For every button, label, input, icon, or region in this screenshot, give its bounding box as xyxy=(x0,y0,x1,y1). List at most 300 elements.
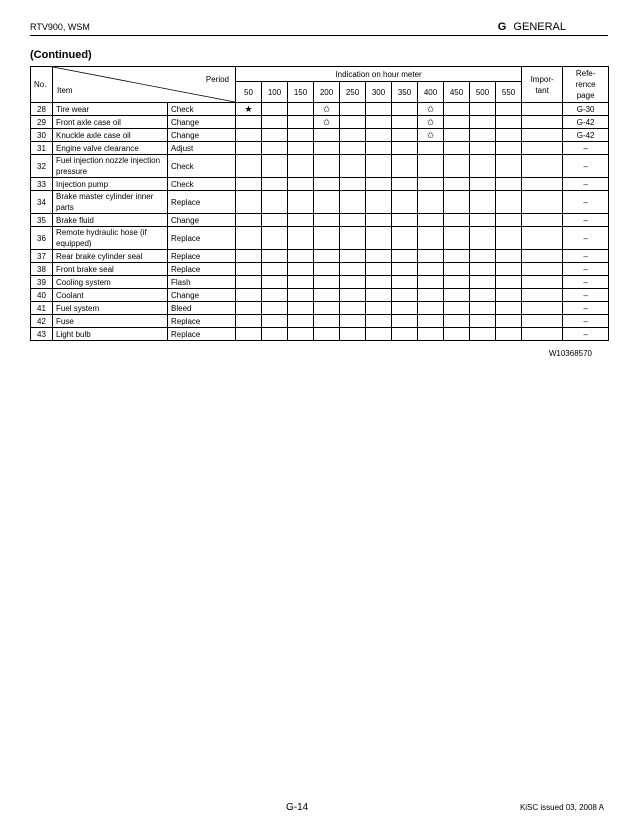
issue-info: KiSC issued 03, 2008 A xyxy=(519,803,604,812)
row-number: 34 xyxy=(31,191,53,214)
interval-cell xyxy=(262,302,288,315)
interval-cell xyxy=(366,191,392,214)
interval-cell xyxy=(418,302,444,315)
table-body xyxy=(31,103,609,341)
interval-cell xyxy=(340,250,366,263)
interval-cell xyxy=(288,191,314,214)
interval-cell xyxy=(236,276,262,289)
row-item: Fuse xyxy=(53,315,168,328)
interval-cell xyxy=(444,214,470,227)
interval-cell xyxy=(340,142,366,155)
interval-cell xyxy=(392,315,418,328)
interval-cell xyxy=(418,250,444,263)
interval-cell xyxy=(288,116,314,129)
interval-cell xyxy=(236,116,262,129)
interval-cell xyxy=(496,129,522,142)
interval-cell xyxy=(392,191,418,214)
row-period: Change xyxy=(168,214,236,227)
interval-cell xyxy=(496,289,522,302)
row-item: Knuckle axle case oil xyxy=(53,129,168,142)
interval-cell xyxy=(288,178,314,191)
table-row xyxy=(31,103,609,116)
interval-cell xyxy=(444,227,470,250)
interval-cell xyxy=(236,191,262,214)
interval-cell xyxy=(496,191,522,214)
interval-cell xyxy=(496,263,522,276)
row-number: 36 xyxy=(31,227,53,250)
interval-cell xyxy=(262,315,288,328)
interval-cell xyxy=(392,263,418,276)
interval-cell xyxy=(314,328,340,341)
manual-title: RTV900, WSM xyxy=(30,22,90,32)
column-header-reference: Refe- rence page xyxy=(563,67,609,103)
row-reference: – xyxy=(563,142,609,155)
interval-cell xyxy=(470,214,496,227)
row-important xyxy=(522,315,563,328)
page-number: G-14 xyxy=(286,802,309,813)
column-header-item-period xyxy=(53,67,236,103)
interval-cell xyxy=(366,315,392,328)
interval-cell xyxy=(366,276,392,289)
row-item: Fuel injection nozzle injection pressure xyxy=(53,155,168,178)
interval-cell xyxy=(236,129,262,142)
interval-cell xyxy=(288,328,314,341)
hour-header-450: 450 xyxy=(444,82,470,103)
interval-cell xyxy=(496,328,522,341)
column-header-indication: Indication on hour meter xyxy=(236,67,522,82)
row-reference: – xyxy=(563,276,609,289)
interval-cell xyxy=(444,276,470,289)
interval-cell xyxy=(340,227,366,250)
row-item: Tire wear xyxy=(53,103,168,116)
table-row xyxy=(31,214,609,227)
interval-cell xyxy=(236,289,262,302)
row-number: 29 xyxy=(31,116,53,129)
interval-cell xyxy=(496,276,522,289)
interval-cell xyxy=(236,214,262,227)
interval-cell xyxy=(444,155,470,178)
interval-cell xyxy=(470,250,496,263)
hour-header-250: 250 xyxy=(340,82,366,103)
column-header-item: Item xyxy=(57,86,73,95)
interval-cell xyxy=(340,155,366,178)
interval-cell xyxy=(366,214,392,227)
interval-cell xyxy=(470,289,496,302)
interval-cell xyxy=(496,227,522,250)
interval-cell xyxy=(262,263,288,276)
interval-cell xyxy=(366,116,392,129)
row-number: 38 xyxy=(31,263,53,276)
interval-cell xyxy=(444,191,470,214)
interval-cell xyxy=(366,129,392,142)
interval-cell xyxy=(496,315,522,328)
row-item: Coolant xyxy=(53,289,168,302)
row-item: Engine valve clearance xyxy=(53,142,168,155)
interval-cell xyxy=(314,178,340,191)
interval-cell xyxy=(340,214,366,227)
interval-cell xyxy=(470,276,496,289)
interval-cell xyxy=(444,315,470,328)
interval-cell xyxy=(444,250,470,263)
interval-cell xyxy=(418,191,444,214)
interval-cell xyxy=(262,191,288,214)
interval-cell xyxy=(262,155,288,178)
interval-cell xyxy=(418,328,444,341)
interval-cell xyxy=(340,103,366,116)
interval-cell xyxy=(314,289,340,302)
row-number: 43 xyxy=(31,328,53,341)
interval-cell xyxy=(496,142,522,155)
row-important xyxy=(522,155,563,178)
row-period: Replace xyxy=(168,315,236,328)
row-reference: G-42 xyxy=(563,129,609,142)
interval-cell xyxy=(262,289,288,302)
interval-cell xyxy=(288,250,314,263)
row-period: Change xyxy=(168,116,236,129)
row-period: Check xyxy=(168,155,236,178)
table-row xyxy=(31,328,609,341)
row-item: Remote hydraulic hose (if equipped) xyxy=(53,227,168,250)
row-period: Replace xyxy=(168,250,236,263)
interval-cell xyxy=(236,178,262,191)
section-name: GENERAL xyxy=(513,21,566,33)
row-item: Brake fluid xyxy=(53,214,168,227)
interval-cell xyxy=(236,250,262,263)
interval-cell xyxy=(470,263,496,276)
row-reference: – xyxy=(563,289,609,302)
interval-cell xyxy=(392,142,418,155)
interval-cell xyxy=(236,302,262,315)
interval-cell xyxy=(444,328,470,341)
row-number: 41 xyxy=(31,302,53,315)
row-reference: – xyxy=(563,227,609,250)
interval-cell xyxy=(470,302,496,315)
interval-cell xyxy=(392,178,418,191)
row-important xyxy=(522,191,563,214)
interval-mark: ★ xyxy=(236,103,262,116)
interval-cell xyxy=(392,129,418,142)
row-period: Bleed xyxy=(168,302,236,315)
row-reference: – xyxy=(563,178,609,191)
row-period: Flash xyxy=(168,276,236,289)
interval-cell xyxy=(418,142,444,155)
interval-cell xyxy=(366,178,392,191)
table-row xyxy=(31,178,609,191)
row-important xyxy=(522,302,563,315)
interval-cell xyxy=(262,129,288,142)
interval-cell xyxy=(314,263,340,276)
interval-cell xyxy=(392,302,418,315)
interval-cell xyxy=(470,328,496,341)
interval-cell xyxy=(444,289,470,302)
row-important xyxy=(522,116,563,129)
interval-cell xyxy=(288,227,314,250)
section-letter: G xyxy=(497,21,507,33)
row-reference: G-42 xyxy=(563,116,609,129)
interval-cell xyxy=(288,155,314,178)
interval-cell xyxy=(392,116,418,129)
interval-cell xyxy=(340,328,366,341)
interval-cell xyxy=(392,328,418,341)
row-important xyxy=(522,263,563,276)
interval-cell xyxy=(288,142,314,155)
interval-cell xyxy=(366,289,392,302)
row-reference: – xyxy=(563,328,609,341)
row-reference: – xyxy=(563,250,609,263)
interval-cell xyxy=(418,276,444,289)
interval-cell xyxy=(366,103,392,116)
row-number: 42 xyxy=(31,315,53,328)
interval-cell xyxy=(496,178,522,191)
row-reference: G-30 xyxy=(563,103,609,116)
table-row xyxy=(31,250,609,263)
interval-mark: ✩ xyxy=(418,103,444,116)
interval-cell xyxy=(340,116,366,129)
interval-cell xyxy=(262,250,288,263)
interval-cell xyxy=(366,250,392,263)
row-number: 40 xyxy=(31,289,53,302)
interval-cell xyxy=(444,129,470,142)
hour-header-300: 300 xyxy=(366,82,392,103)
interval-cell xyxy=(340,315,366,328)
interval-cell xyxy=(470,155,496,178)
interval-cell xyxy=(366,227,392,250)
row-item: Brake master cylinder inner parts xyxy=(53,191,168,214)
interval-cell xyxy=(340,302,366,315)
interval-cell xyxy=(288,315,314,328)
row-important xyxy=(522,250,563,263)
row-period: Change xyxy=(168,289,236,302)
interval-cell xyxy=(288,302,314,315)
interval-cell xyxy=(236,142,262,155)
interval-cell xyxy=(418,263,444,276)
row-period: Replace xyxy=(168,191,236,214)
hour-header-50: 50 xyxy=(236,82,262,103)
interval-cell xyxy=(392,214,418,227)
interval-cell xyxy=(314,155,340,178)
interval-cell xyxy=(288,129,314,142)
row-period: Replace xyxy=(168,263,236,276)
interval-cell xyxy=(470,116,496,129)
interval-cell xyxy=(340,129,366,142)
interval-cell xyxy=(314,227,340,250)
row-reference: – xyxy=(563,155,609,178)
interval-cell xyxy=(470,227,496,250)
interval-cell xyxy=(236,227,262,250)
interval-cell xyxy=(470,129,496,142)
maintenance-table xyxy=(30,66,609,341)
hour-header-150: 150 xyxy=(288,82,314,103)
row-important xyxy=(522,227,563,250)
interval-cell xyxy=(366,263,392,276)
table-row xyxy=(31,116,609,129)
interval-cell xyxy=(496,155,522,178)
interval-cell xyxy=(392,289,418,302)
row-item: Injection pump xyxy=(53,178,168,191)
row-important xyxy=(522,142,563,155)
row-important xyxy=(522,129,563,142)
interval-cell xyxy=(470,315,496,328)
interval-cell xyxy=(444,178,470,191)
row-important xyxy=(522,103,563,116)
interval-cell xyxy=(418,178,444,191)
row-important xyxy=(522,276,563,289)
interval-cell xyxy=(392,103,418,116)
interval-cell xyxy=(288,276,314,289)
interval-cell xyxy=(366,155,392,178)
interval-cell xyxy=(496,116,522,129)
interval-cell xyxy=(366,142,392,155)
interval-cell xyxy=(314,191,340,214)
interval-mark: ✩ xyxy=(418,129,444,142)
interval-cell xyxy=(496,302,522,315)
row-number: 30 xyxy=(31,129,53,142)
table-row xyxy=(31,191,609,214)
interval-cell xyxy=(392,227,418,250)
hour-header-400: 400 xyxy=(418,82,444,103)
row-period: Check xyxy=(168,178,236,191)
interval-cell xyxy=(496,214,522,227)
hour-header-500: 500 xyxy=(470,82,496,103)
hour-header-350: 350 xyxy=(392,82,418,103)
interval-cell xyxy=(392,250,418,263)
interval-cell xyxy=(262,116,288,129)
interval-mark: ✩ xyxy=(418,116,444,129)
row-period: Change xyxy=(168,129,236,142)
interval-cell xyxy=(444,263,470,276)
row-number: 39 xyxy=(31,276,53,289)
row-number: 37 xyxy=(31,250,53,263)
interval-cell xyxy=(496,250,522,263)
interval-cell xyxy=(470,142,496,155)
hour-header-100: 100 xyxy=(262,82,288,103)
column-header-period: Period xyxy=(205,75,229,84)
interval-cell xyxy=(262,178,288,191)
interval-cell xyxy=(314,302,340,315)
interval-cell xyxy=(444,116,470,129)
interval-cell xyxy=(392,155,418,178)
row-number: 35 xyxy=(31,214,53,227)
interval-cell xyxy=(418,214,444,227)
table-row xyxy=(31,315,609,328)
interval-cell xyxy=(236,263,262,276)
interval-cell xyxy=(236,155,262,178)
interval-cell xyxy=(236,328,262,341)
interval-cell xyxy=(470,178,496,191)
column-header-no: No. xyxy=(31,67,53,103)
interval-cell xyxy=(470,191,496,214)
row-number: 32 xyxy=(31,155,53,178)
interval-mark: ✩ xyxy=(314,103,340,116)
interval-cell xyxy=(418,227,444,250)
row-number: 31 xyxy=(31,142,53,155)
interval-cell xyxy=(314,276,340,289)
row-important xyxy=(522,328,563,341)
row-period: Replace xyxy=(168,227,236,250)
interval-cell xyxy=(288,263,314,276)
interval-cell xyxy=(288,289,314,302)
row-item: Cooling system xyxy=(53,276,168,289)
interval-cell xyxy=(340,178,366,191)
interval-cell xyxy=(314,315,340,328)
interval-cell xyxy=(314,129,340,142)
interval-cell xyxy=(262,328,288,341)
interval-cell xyxy=(314,250,340,263)
row-period: Check xyxy=(168,103,236,116)
row-important xyxy=(522,289,563,302)
table-row xyxy=(31,155,609,178)
row-number: 28 xyxy=(31,103,53,116)
row-item: Front brake seal xyxy=(53,263,168,276)
interval-cell xyxy=(444,142,470,155)
row-reference: – xyxy=(563,214,609,227)
interval-cell xyxy=(366,302,392,315)
interval-cell xyxy=(236,315,262,328)
interval-cell xyxy=(418,315,444,328)
interval-cell xyxy=(340,289,366,302)
row-item: Rear brake cylinder seal xyxy=(53,250,168,263)
row-reference: – xyxy=(563,263,609,276)
interval-cell xyxy=(314,214,340,227)
interval-cell xyxy=(262,103,288,116)
interval-cell xyxy=(418,289,444,302)
row-item: Front axle case oil xyxy=(53,116,168,129)
interval-cell xyxy=(288,214,314,227)
page-subtitle: (Continued) xyxy=(30,49,92,61)
table-row xyxy=(31,276,609,289)
table-row xyxy=(31,289,609,302)
table-row xyxy=(31,263,609,276)
interval-mark: ✩ xyxy=(314,116,340,129)
document-code: W10368570 xyxy=(548,349,592,358)
row-item: Light bulb xyxy=(53,328,168,341)
interval-cell xyxy=(496,103,522,116)
interval-cell xyxy=(262,227,288,250)
row-reference: – xyxy=(563,315,609,328)
interval-cell xyxy=(262,276,288,289)
interval-cell xyxy=(340,263,366,276)
row-reference: – xyxy=(563,302,609,315)
row-item: Fuel system xyxy=(53,302,168,315)
table-row xyxy=(31,227,609,250)
interval-cell xyxy=(444,302,470,315)
interval-cell xyxy=(262,142,288,155)
interval-cell xyxy=(418,155,444,178)
row-important xyxy=(522,214,563,227)
interval-cell xyxy=(340,276,366,289)
interval-cell xyxy=(262,214,288,227)
interval-cell xyxy=(392,276,418,289)
hour-header-550: 550 xyxy=(496,82,522,103)
row-number: 33 xyxy=(31,178,53,191)
table-row xyxy=(31,302,609,315)
row-period: Adjust xyxy=(168,142,236,155)
interval-cell xyxy=(366,328,392,341)
interval-cell xyxy=(288,103,314,116)
row-period: Replace xyxy=(168,328,236,341)
interval-cell xyxy=(340,191,366,214)
hour-header-200: 200 xyxy=(314,82,340,103)
column-header-important: Impor- tant xyxy=(522,67,563,103)
table-row xyxy=(31,129,609,142)
section-heading xyxy=(498,21,566,33)
table-row xyxy=(31,142,609,155)
interval-cell xyxy=(444,103,470,116)
interval-cell xyxy=(314,142,340,155)
interval-cell xyxy=(470,103,496,116)
row-important xyxy=(522,178,563,191)
header-rule xyxy=(30,35,608,36)
